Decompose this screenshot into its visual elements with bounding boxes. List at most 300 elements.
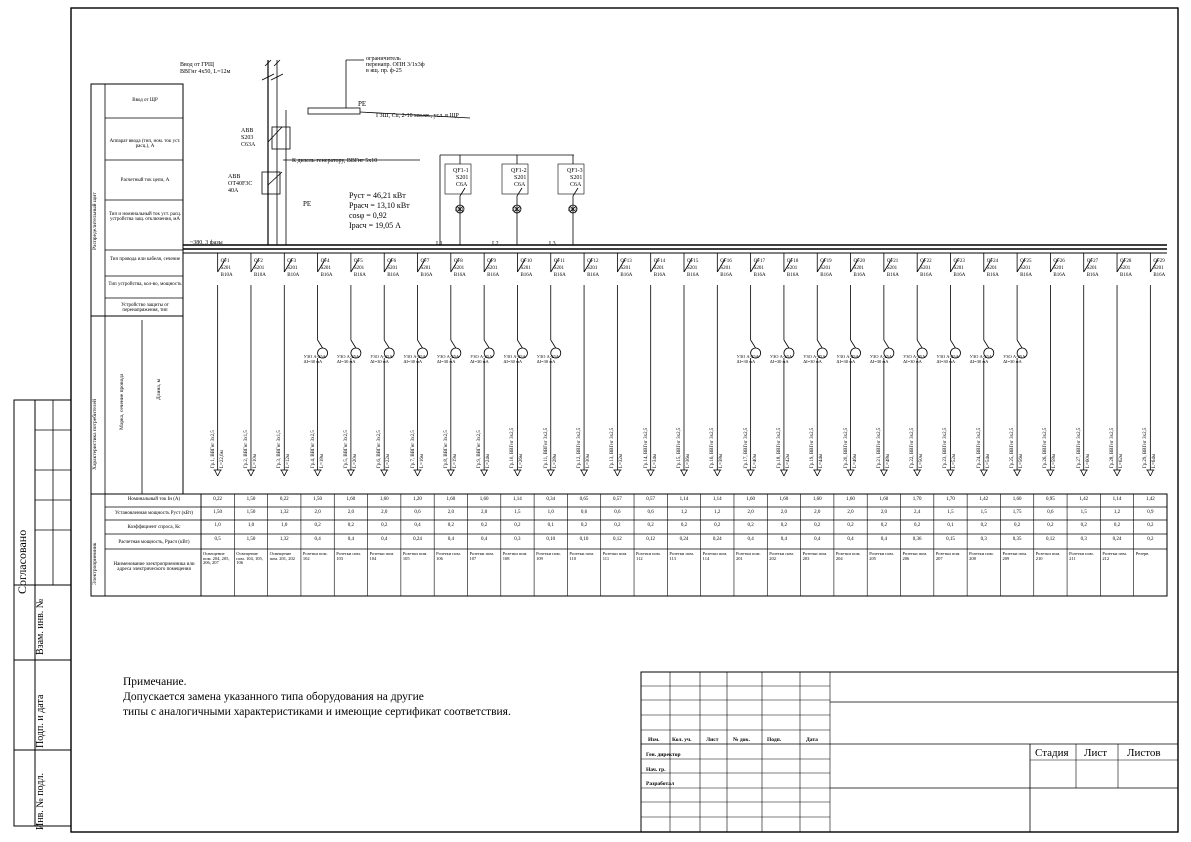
group-value-pr: 0,3	[514, 537, 521, 542]
terminal-28	[1114, 470, 1117, 476]
group-breaker-rating: B10A	[220, 273, 233, 278]
terminal-22	[914, 470, 917, 476]
group-breaker-rating: B10A	[253, 273, 266, 278]
group-value-p: 1,5	[947, 510, 954, 515]
group-value-pr: 0,36	[912, 537, 922, 542]
terminal-25	[1017, 470, 1020, 476]
group-length: L=48м	[885, 453, 891, 468]
group-value-k: 0,2	[747, 523, 754, 528]
group-value-k: 0,4	[414, 523, 421, 528]
group-rcd-label: УЗО A-25A ΔI=30 мА	[869, 354, 892, 364]
tb-h-1: Кол. уч.	[672, 737, 692, 743]
group-cable: Гр.7, ВВГнг 3х2,5	[410, 430, 416, 468]
light-group-2-id: QF1-2	[511, 168, 527, 174]
group-cable: Гр.14, ВВГнг 3х2,5	[643, 427, 649, 468]
group-description: Розетки пом. 207	[935, 551, 961, 561]
group-breaker-rating: B16A	[786, 273, 799, 278]
group-qf-label: QF19	[820, 259, 832, 264]
terminal-14	[651, 470, 654, 476]
group-value-pr: 0,4	[447, 537, 454, 542]
group-value-k: 0,2	[1047, 523, 1054, 528]
group-value-i: 1,14	[1112, 497, 1122, 502]
group-value-p: 1,2	[680, 510, 688, 515]
group-rcd-label: УЗО A-25A ΔI=30 мА	[736, 354, 759, 364]
group-breaker-type: S201	[1086, 266, 1097, 271]
terminal-7	[418, 470, 421, 476]
group-qf-label: QF6	[387, 259, 397, 264]
dr-head-0: Номинальный ток Iн (А)	[127, 497, 181, 502]
group-description: Розетки пом. 210	[1035, 551, 1061, 561]
phase-l3: L3	[549, 241, 556, 247]
light-group-2-l2: C6A	[514, 182, 526, 188]
terminal-10	[517, 470, 520, 476]
group-value-k: 0,2	[447, 523, 454, 528]
group-qf-label: QF21	[886, 259, 899, 264]
phase-l1: L1	[436, 241, 443, 247]
dr-head-4: Наименование электроприемника или адреса электрического помещения	[113, 562, 195, 573]
group-value-p: 1,2	[1113, 510, 1121, 515]
group-breaker-type: S201	[1053, 266, 1064, 271]
terminal-2	[248, 470, 251, 476]
group-breaker-type: S201	[453, 266, 465, 271]
terminal-13	[617, 470, 620, 476]
group-value-i: 1,60	[846, 497, 855, 502]
terminal-28	[1117, 470, 1120, 476]
light-group-3-l2: C6A	[570, 182, 582, 188]
group-description: Розетки пом. 102	[302, 551, 328, 561]
qs-res-2: OT40F3C	[228, 181, 253, 187]
terminal-29	[1147, 470, 1150, 476]
group-breaker-rating: B16A	[487, 273, 500, 278]
dr-head-2: Коэффициент спроса, Кс	[127, 525, 181, 530]
group-length: L=19м	[452, 453, 458, 468]
terminal-27	[1084, 470, 1087, 476]
terminal-10	[514, 470, 517, 476]
tb-sheets: Листов	[1127, 747, 1161, 759]
terminal-16	[714, 470, 717, 476]
group-breaker-type: S201	[620, 266, 631, 271]
group-description: Розетки пом. 209	[1002, 551, 1028, 561]
group-qf-label: QF29	[1153, 259, 1165, 264]
group-value-pr: 0,2	[1147, 537, 1154, 542]
rcd-link-4	[318, 340, 323, 348]
group-value-p: 1,5	[980, 510, 987, 515]
group-description: Розетки пом. 105	[402, 551, 428, 561]
tb-role-2: Разработал	[646, 781, 675, 787]
group-breaker-type: S201	[1120, 266, 1131, 271]
group-breaker-rating: B16A	[1020, 273, 1033, 278]
group-cable: Гр.23, ВВГнг 3х2,5	[943, 427, 949, 468]
group-value-k: 0,1	[547, 523, 554, 528]
rcd-link-17	[751, 340, 756, 348]
group-description: Розетки пом. 211	[1069, 551, 1094, 561]
group-description: Розетки пом. 204	[835, 551, 861, 561]
terminal-1	[215, 470, 218, 476]
light-group-1-id: QF1-1	[453, 168, 469, 174]
group-value-i: 1,42	[1145, 497, 1155, 502]
group-breaker-rating: B16A	[820, 273, 833, 278]
group-value-k: 0,2	[980, 523, 987, 528]
group-breaker-type: S201	[420, 266, 431, 271]
group-cable: Гр.9, ВВГнг 3х2,5	[477, 430, 483, 468]
group-value-i: 1,50	[246, 497, 256, 502]
group-value-p: 1,75	[1012, 510, 1022, 515]
group-breaker-rating: B16A	[1153, 273, 1166, 278]
group-cable: Гр.11, ВВГнг 3х2,5	[543, 427, 549, 468]
group-value-pr: 0,3	[980, 537, 987, 542]
group-length: L=22,6м	[219, 450, 225, 468]
light-group-3-l1: S201	[570, 175, 583, 181]
group-cable: Гр.21, ВВГнг 3х2,5	[876, 427, 882, 468]
group-value-pr: 0,12	[646, 537, 656, 542]
group-qf-label: QF12	[587, 259, 599, 264]
note-line-2: типы с аналогичными характеристиками и имеющие сертификат соответствия.	[123, 706, 511, 718]
group-value-k: 0,2	[880, 523, 887, 528]
note-line-1: Допускается замена указанного типа оборудования на другие	[123, 691, 424, 703]
rcd-link-11	[551, 340, 556, 348]
lh-row-0: Ввод от ЩР	[132, 98, 158, 103]
terminal-15	[684, 470, 687, 476]
group-rcd-label: УЗО A-25A ΔI=30 мА	[436, 354, 459, 364]
group-value-pr: 0,4	[480, 537, 488, 542]
group-value-pr: 1,50	[246, 537, 256, 542]
qs-res-1: АВВ	[228, 174, 241, 180]
group-value-k: 1,0	[214, 523, 221, 528]
group-cable: Гр.18, ВВГнг 3х2,5	[776, 427, 782, 468]
group-rcd-label: УЗО A-25A ΔI=30 мА	[536, 354, 559, 364]
group-value-i: 1,70	[912, 497, 922, 502]
group-length: L=34м	[652, 453, 658, 468]
terminal-3	[281, 470, 284, 476]
qs-main-3: C63A	[241, 142, 256, 148]
group-cable: Гр.19, ВВГнг 3х2,5	[810, 427, 816, 468]
group-length: L=36м	[686, 453, 691, 468]
rcd-link-9	[484, 340, 489, 348]
terminal-24	[981, 470, 984, 476]
group-length: L=12м	[286, 453, 292, 468]
group-description: Розетки пом. 206	[902, 551, 928, 561]
group-description: Розетки пом. 203	[802, 551, 828, 561]
surge-2: перенапр. ОПН 3/1х3ф	[366, 62, 425, 68]
group-value-i: 0,34	[546, 497, 556, 502]
group-value-k: 0,2	[1147, 523, 1154, 528]
terminal-9	[481, 470, 484, 476]
group-value-i: 0,65	[579, 497, 589, 502]
group-rcd-label: УЗО A-25A ΔI=30 мА	[1003, 354, 1026, 364]
phase-l2: L2	[492, 241, 499, 247]
group-value-pr: 0,4	[814, 537, 821, 542]
terminal-9	[484, 470, 487, 476]
group-length: L=28м	[552, 453, 558, 468]
group-value-k: 0,2	[680, 523, 688, 528]
group-value-p: 0,6	[614, 510, 621, 515]
group-breaker-rating: B16A	[920, 273, 933, 278]
group-value-p: 0,6	[580, 510, 588, 515]
group-breaker-rating: B16A	[653, 273, 666, 278]
group-description: Розетки пом. 111	[602, 551, 628, 561]
side-field-2: Инв. № подл.	[35, 773, 46, 830]
group-cable: Гр.28, ВВГнг 3х2,5	[1110, 427, 1116, 468]
group-rcd-label: УЗО A-25A ΔI=30 мА	[836, 354, 859, 364]
terminal-19	[817, 470, 820, 476]
terminal-15	[681, 470, 684, 476]
group-value-k: 0,2	[780, 523, 788, 528]
group-breaker-type: S201	[720, 266, 731, 271]
group-length: L=62м	[1119, 453, 1125, 468]
qs-main-blade	[268, 127, 282, 142]
lh-row-1: Аппарат ввода (тип, ном. ток уст. расц.), А	[109, 139, 181, 150]
group-description: Освещение пом. 201, 202	[269, 551, 296, 561]
group-value-p: 2,0	[747, 510, 754, 515]
group-qf-label: QF3	[287, 259, 297, 264]
group-length: L=44м	[819, 453, 825, 468]
group-cable: Гр.29, ВВГнг 3х2,5	[1143, 427, 1149, 468]
tb-h-2: Лист	[706, 737, 719, 743]
group-cable: Гр.24, ВВГнг 3х2,5	[976, 427, 982, 468]
group-breaker-rating: B16A	[453, 273, 466, 278]
group-qf-label: QF28	[1120, 259, 1132, 264]
group-breaker-type: S201	[553, 266, 565, 271]
group-value-i: 1,60	[346, 497, 356, 502]
group-value-pr: 0,4	[347, 537, 354, 542]
group-breaker-rating: B16A	[953, 273, 966, 278]
group-breaker-rating: B16A	[1120, 273, 1132, 278]
group-length: L=24м	[486, 453, 492, 468]
terminal-4	[315, 470, 318, 476]
group-breaker-rating: B16A	[1086, 273, 1099, 278]
group-breaker-type: S201	[487, 266, 498, 271]
group-value-k: 0,1	[947, 523, 954, 528]
group-value-pr: 0,5	[214, 537, 221, 542]
group-value-i: 1,14	[679, 497, 689, 502]
rcd-link-7	[418, 340, 423, 348]
group-cable: Гр.16, ВВГнг 3х2,5	[710, 427, 716, 468]
group-cable: Гр.6, ВВГнг 3х2,5	[377, 430, 383, 468]
calc-cos: cosφ = 0,92	[349, 211, 387, 220]
group-value-i: 1,50	[313, 497, 322, 502]
group-description: Розетки пом. 106	[436, 551, 461, 561]
tb-h-5: Дата	[806, 737, 818, 743]
terminal-3	[284, 470, 287, 476]
group-length: L=42м	[785, 453, 791, 468]
group-cable: Гр.3, ВВГнг 3х1,5	[277, 430, 283, 468]
group-qf-label: QF23	[953, 259, 965, 264]
lh-vtitle-2: Марка, сечение провода	[119, 373, 125, 430]
group-qf-label: QF7	[420, 259, 430, 264]
group-length: L=60м	[1085, 453, 1091, 468]
terminal-27	[1081, 470, 1084, 476]
group-value-pr: 0,24	[1112, 537, 1122, 542]
group-breaker-type: S201	[986, 266, 998, 271]
group-value-k: 0,2	[614, 523, 621, 528]
group-value-k: 1,0	[281, 523, 288, 528]
rcd-link-5	[351, 340, 356, 348]
group-value-pr: 0,10	[546, 537, 556, 542]
side-field-0: Взам. инв. №	[35, 598, 46, 655]
group-value-p: 1,5	[1080, 510, 1087, 515]
group-cable: Гр.22, ВВГнг 3х2,5	[910, 427, 916, 468]
terminal-22	[917, 470, 920, 476]
group-cable: Гр.27, ВВГнг 3х2,5	[1076, 427, 1082, 468]
group-qf-label: QF26	[1053, 259, 1065, 264]
terminal-2	[251, 470, 254, 476]
calc-pinst: Руст = 46,21 кВт	[349, 191, 406, 200]
group-value-p: 2,0	[381, 510, 388, 515]
terminal-23	[950, 470, 953, 476]
group-rcd-label: УЗО A-25A ΔI=30 мА	[336, 354, 359, 364]
group-value-i: 1,60	[446, 497, 456, 502]
group-value-pr: 0,4	[747, 537, 754, 542]
group-breaker-type: S201	[387, 266, 398, 271]
group-value-p: 1,5	[514, 510, 521, 515]
rcd-link-8	[451, 340, 456, 348]
group-breaker-type: S201	[320, 266, 331, 271]
group-qf-label: QF9	[487, 259, 497, 264]
group-value-p: 2,0	[780, 510, 788, 515]
group-rcd-label: УЗО A-25A ΔI=30 мА	[903, 354, 926, 364]
group-qf-label: QF8	[453, 259, 463, 264]
group-rcd-label: УЗО A-25A ΔI=30 мА	[936, 354, 959, 364]
group-value-i: 0,95	[1046, 497, 1055, 502]
group-value-p: 0,6	[647, 510, 654, 515]
tb-h-0: Изм.	[648, 737, 660, 743]
group-value-p: 2,4	[914, 510, 921, 515]
terminal-1	[218, 470, 221, 476]
group-breaker-type: S201	[287, 266, 298, 271]
group-length: L=20м	[352, 453, 358, 468]
group-value-i: 0,57	[612, 497, 622, 502]
group-description: Розетки пом. 112	[636, 551, 661, 561]
lh-row-4: Тип провода или кабеля, сечение	[109, 257, 181, 262]
group-length: L=56м	[1019, 453, 1025, 468]
group-description: Розетки пом. 107	[469, 551, 495, 561]
group-value-p: 2,0	[880, 510, 887, 515]
pe-bar	[308, 108, 360, 114]
group-breaker-type: S201	[253, 266, 265, 271]
terminal-5	[348, 470, 351, 476]
group-value-pr: 0,12	[612, 537, 622, 542]
group-rcd-label: УЗО A-25A ΔI=30 мА	[303, 354, 326, 364]
group-rcd-label: УЗО A-25A ΔI=30 мА	[470, 354, 493, 364]
group-breaker-type: S201	[786, 266, 798, 271]
group-qf-label: QF27	[1086, 259, 1099, 264]
rcd-link-25	[1017, 340, 1022, 348]
group-length: L=26м	[519, 453, 525, 468]
group-value-p: 2,0	[480, 510, 488, 515]
group-qf-label: QF17	[753, 259, 766, 264]
group-qf-label: QF10	[520, 259, 532, 264]
group-value-pr: 0,3	[1080, 537, 1087, 542]
pe-label: PE	[358, 100, 367, 108]
group-breaker-rating: B16A	[387, 273, 400, 278]
group-value-i: 1,14	[513, 497, 522, 502]
terminal-26	[1047, 470, 1050, 476]
group-value-i: 0,22	[213, 497, 223, 502]
group-description: Розетки пом. 212	[1102, 551, 1128, 561]
group-description: Розетки пом. 103	[336, 551, 361, 561]
group-cable: Гр.26, ВВГнг 3х2,5	[1043, 427, 1049, 468]
group-description: Розетки пом. 205	[869, 551, 894, 561]
qs-main-1: АВВ	[241, 128, 254, 134]
rcd-link-20	[851, 340, 856, 348]
group-value-i: 1,60	[779, 497, 789, 502]
group-cable: Гр.12, ВВГнг 3х2,5	[577, 427, 583, 468]
group-value-p: 1,50	[213, 510, 223, 515]
group-value-k: 0,2	[1080, 523, 1087, 528]
group-value-pr: 0,24	[413, 537, 422, 542]
tb-sheet: Лист	[1084, 747, 1108, 759]
group-description: Розетки пом. 108	[502, 551, 528, 561]
qs-main-2: S203	[241, 135, 254, 141]
light-group-2-l1: S201	[514, 175, 527, 181]
group-value-pr: 0,4	[314, 537, 321, 542]
light-switch	[460, 188, 465, 196]
group-description: Розетки пом. 201	[735, 551, 761, 561]
group-qf-label: QF5	[353, 259, 363, 264]
group-description: Розетки пом. 104	[369, 551, 395, 561]
terminal-23	[947, 470, 950, 476]
group-value-k: 0,2	[381, 523, 388, 528]
group-value-p: 0,6	[414, 510, 421, 515]
group-qf-label: QF13	[620, 259, 632, 264]
group-value-k: 0,2	[914, 523, 921, 528]
group-description: Освещение пом. 104, 105, 106	[236, 551, 263, 566]
terminal-14	[648, 470, 651, 476]
group-cable: Гр.13, ВВГнг 3х2,5	[610, 427, 616, 468]
group-value-k: 0,2	[1013, 523, 1021, 528]
rcd-link-21	[884, 340, 889, 348]
group-breaker-rating: B16A	[986, 273, 999, 278]
group-length: L=18м	[319, 453, 325, 468]
group-qf-label: QF2	[253, 259, 263, 264]
group-qf-label: QF4	[320, 259, 330, 264]
group-value-pr: 0,24	[712, 537, 722, 542]
group-breaker-type: S201	[953, 266, 964, 271]
terminal-5	[351, 470, 354, 476]
group-breaker-rating: B16A	[553, 273, 566, 278]
input-feed: Ввод от ГРЩ	[180, 62, 215, 68]
group-value-i: 1,60	[879, 497, 889, 502]
group-value-pr: 0,10	[579, 537, 589, 542]
group-value-i: 1,60	[746, 497, 755, 502]
group-value-i: 1,60	[379, 497, 389, 502]
terminal-16	[717, 470, 720, 476]
surge-3: в ящ. пр. ф-25	[366, 68, 402, 74]
lh-row-6: Устройство защиты от перенапряжения, тип	[121, 303, 169, 314]
group-cable: Гр.10, ВВГнг 3х2,5	[510, 427, 516, 468]
reserve-feed: К дизель-генератору, ВВГнг 5х10	[292, 158, 378, 164]
group-value-p: 0,9	[1147, 510, 1154, 515]
terminal-7	[415, 470, 418, 476]
terminal-8	[448, 470, 451, 476]
tb-h-3: № док.	[733, 737, 750, 743]
group-breaker-type: S201	[687, 266, 698, 271]
input-cable: ВВГнг 4х50, L=12м	[180, 69, 231, 75]
group-value-k: 0,2	[347, 523, 354, 528]
group-description: Розетки пом. 113	[669, 551, 694, 561]
group-value-p: 1,2	[714, 510, 721, 515]
group-length: L=22м	[386, 453, 392, 468]
group-breaker-rating: B16A	[1053, 273, 1066, 278]
group-rcd-label: УЗО A-25A ΔI=30 мА	[803, 354, 826, 364]
group-breaker-rating: B16A	[687, 273, 699, 278]
group-cable: Гр.2, ВВГнг 3х1,5	[243, 430, 249, 468]
group-cable: Гр.17, ВВГнг 3х2,5	[743, 427, 749, 468]
rcd-link-18	[784, 340, 789, 348]
group-breaker-type: S201	[753, 266, 764, 271]
group-value-k: 0,2	[1113, 523, 1121, 528]
group-value-pr: 0,12	[1046, 537, 1055, 542]
